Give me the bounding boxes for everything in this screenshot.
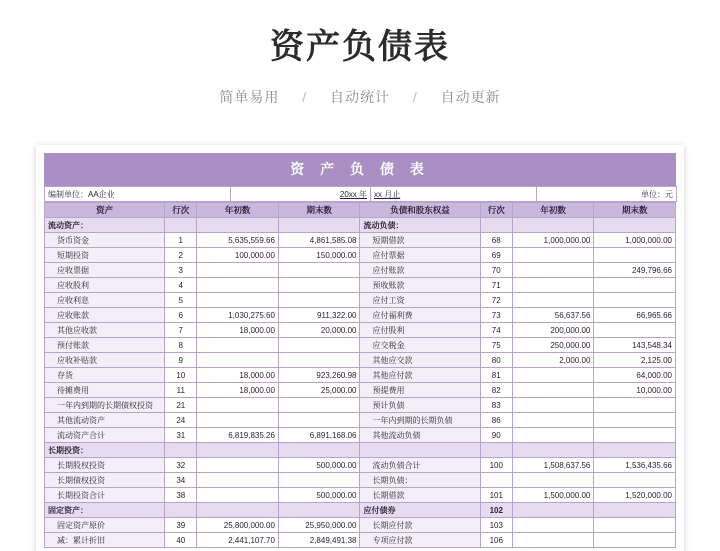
table-cell[interactable] <box>197 278 279 293</box>
table-cell[interactable] <box>594 293 676 308</box>
table-cell[interactable]: 106 <box>480 533 512 548</box>
table-cell[interactable]: 一年内到期的长期债权投资 <box>45 398 165 413</box>
table-cell[interactable]: 4 <box>165 278 197 293</box>
table-cell[interactable] <box>512 293 594 308</box>
table-cell[interactable]: 74 <box>480 323 512 338</box>
table-cell[interactable]: 56,637.56 <box>512 308 594 323</box>
table-cell[interactable] <box>197 443 279 458</box>
table-cell[interactable] <box>197 338 279 353</box>
table-cell[interactable]: 5,635,559.66 <box>197 233 279 248</box>
table-cell[interactable]: 7 <box>165 323 197 338</box>
table-cell[interactable] <box>512 428 594 443</box>
table-cell[interactable]: 1,520,000.00 <box>594 488 676 503</box>
table-cell[interactable]: 短期投资 <box>45 248 165 263</box>
table-cell[interactable]: 101 <box>480 488 512 503</box>
table-cell[interactable]: 68 <box>480 233 512 248</box>
table-cell[interactable]: 5 <box>165 293 197 308</box>
table-cell[interactable] <box>278 413 360 428</box>
table-cell[interactable] <box>594 398 676 413</box>
table-cell[interactable]: 应收股利 <box>45 278 165 293</box>
table-row[interactable] <box>45 443 676 458</box>
col-header-asset: 资产 <box>45 203 165 218</box>
table-row[interactable] <box>45 353 676 368</box>
table-cell[interactable]: 40 <box>165 533 197 548</box>
table-cell[interactable]: 存货 <box>45 368 165 383</box>
table-cell[interactable]: 长期应付款 <box>360 518 480 533</box>
table-cell[interactable] <box>278 278 360 293</box>
table-cell[interactable]: 66,965.66 <box>594 308 676 323</box>
table-cell[interactable]: 应收补贴款 <box>45 353 165 368</box>
table-row[interactable] <box>45 413 676 428</box>
meta-unit: 单位：元 <box>537 187 677 202</box>
table-cell[interactable] <box>594 503 676 518</box>
table-cell[interactable]: 流动资产： <box>45 218 165 233</box>
table-cell[interactable]: 预付账款 <box>45 338 165 353</box>
table-row[interactable] <box>45 233 676 248</box>
table-cell[interactable]: 其他应交款 <box>360 353 480 368</box>
table-cell[interactable] <box>197 263 279 278</box>
table-cell[interactable]: 32 <box>165 458 197 473</box>
table-cell[interactable]: 20,000.00 <box>278 323 360 338</box>
table-cell[interactable] <box>197 353 279 368</box>
table-cell[interactable]: 911,322.00 <box>278 308 360 323</box>
table-cell[interactable] <box>594 218 676 233</box>
table-cell[interactable]: 1,030,275.60 <box>197 308 279 323</box>
table-cell[interactable]: 100 <box>480 458 512 473</box>
table-cell[interactable]: 81 <box>480 368 512 383</box>
table-cell[interactable]: 500,000.00 <box>278 458 360 473</box>
table-row[interactable] <box>45 458 676 473</box>
table-cell[interactable]: 150,000.00 <box>278 248 360 263</box>
table-cell[interactable]: 6,819,835.26 <box>197 428 279 443</box>
table-cell[interactable]: 34 <box>165 473 197 488</box>
table-cell[interactable]: 39 <box>165 518 197 533</box>
table-cell[interactable]: 1,000,000.00 <box>512 233 594 248</box>
table-cell[interactable] <box>165 218 197 233</box>
table-cell[interactable]: 75 <box>480 338 512 353</box>
table-cell[interactable]: 2 <box>165 248 197 263</box>
table-cell[interactable]: 102 <box>480 503 512 518</box>
table-cell[interactable]: 1 <box>165 233 197 248</box>
table-cell[interactable] <box>594 518 676 533</box>
table-cell[interactable]: 83 <box>480 398 512 413</box>
table-cell[interactable] <box>594 428 676 443</box>
table-cell[interactable]: 25,000.00 <box>278 383 360 398</box>
meta-month: xx 月止 <box>371 187 537 202</box>
table-cell[interactable]: 3 <box>165 263 197 278</box>
col-header-end-2: 期末数 <box>594 203 676 218</box>
table-cell[interactable]: 500,000.00 <box>278 488 360 503</box>
table-cell[interactable]: 6,891,168.06 <box>278 428 360 443</box>
table-cell[interactable] <box>278 443 360 458</box>
table-cell[interactable] <box>197 293 279 308</box>
table-cell[interactable] <box>480 473 512 488</box>
meta-table <box>44 186 677 202</box>
table-cell[interactable]: 200,000.00 <box>512 323 594 338</box>
table-cell[interactable] <box>165 443 197 458</box>
table-row[interactable] <box>45 278 676 293</box>
table-cell[interactable] <box>278 218 360 233</box>
table-cell[interactable]: 固定资产： <box>45 503 165 518</box>
table-cell[interactable]: 6 <box>165 308 197 323</box>
table-cell[interactable] <box>512 368 594 383</box>
table-cell[interactable]: 1,500,000.00 <box>512 488 594 503</box>
table-row[interactable] <box>45 218 676 233</box>
table-cell[interactable] <box>594 443 676 458</box>
table-cell[interactable]: 其他应收款 <box>45 323 165 338</box>
table-row[interactable] <box>45 248 676 263</box>
hero-subtitle <box>0 87 720 107</box>
table-cell[interactable]: 143,548.34 <box>594 338 676 353</box>
table-cell[interactable] <box>278 263 360 278</box>
table-cell[interactable] <box>278 473 360 488</box>
table-cell[interactable]: 4,861,585.08 <box>278 233 360 248</box>
table-cell[interactable]: 预计负债 <box>360 398 480 413</box>
table-cell[interactable]: 长期借款 <box>360 488 480 503</box>
table-cell[interactable]: 72 <box>480 293 512 308</box>
table-cell[interactable] <box>278 338 360 353</box>
table-cell[interactable]: 250,000.00 <box>512 338 594 353</box>
table-header-row <box>45 203 676 218</box>
table-cell[interactable]: 249,796.66 <box>594 263 676 278</box>
table-cell[interactable] <box>278 353 360 368</box>
table-cell[interactable]: 25,950,000.00 <box>278 518 360 533</box>
table-row[interactable] <box>45 518 676 533</box>
table-row[interactable] <box>45 323 676 338</box>
table-cell[interactable] <box>197 488 279 503</box>
table-cell[interactable]: 2,849,491.38 <box>278 533 360 548</box>
table-cell[interactable]: 其他应付款 <box>360 368 480 383</box>
table-cell[interactable]: 减：累计折旧 <box>45 533 165 548</box>
table-cell[interactable]: 应收账款 <box>45 308 165 323</box>
table-row[interactable] <box>45 503 676 518</box>
table-cell[interactable] <box>197 218 279 233</box>
table-cell[interactable]: 9 <box>165 353 197 368</box>
table-cell[interactable] <box>512 398 594 413</box>
table-cell[interactable] <box>512 278 594 293</box>
table-cell[interactable]: 24 <box>165 413 197 428</box>
table-cell[interactable]: 预收账款 <box>360 278 480 293</box>
table-cell[interactable] <box>278 293 360 308</box>
table-cell[interactable]: 18,000.00 <box>197 323 279 338</box>
table-cell[interactable] <box>197 398 279 413</box>
table-cell[interactable] <box>512 518 594 533</box>
table-cell[interactable]: 一年内到期的长期负债 <box>360 413 480 428</box>
table-cell[interactable] <box>512 383 594 398</box>
table-cell[interactable]: 待摊费用 <box>45 383 165 398</box>
table-cell[interactable]: 10 <box>165 368 197 383</box>
page-title: 资产负债表 <box>270 28 450 66</box>
table-cell[interactable] <box>197 503 279 518</box>
table-cell[interactable]: 73 <box>480 308 512 323</box>
table-row[interactable] <box>45 398 676 413</box>
table-row[interactable] <box>45 383 676 398</box>
table-row[interactable] <box>45 263 676 278</box>
separator-1: / <box>302 88 308 105</box>
feature-label-1: 简单易用 <box>219 88 280 105</box>
table-cell[interactable] <box>594 248 676 263</box>
table-cell[interactable] <box>512 443 594 458</box>
table-cell[interactable]: 应付票据 <box>360 248 480 263</box>
col-header-end-1: 期末数 <box>278 203 360 218</box>
table-cell[interactable]: 长期投资： <box>45 443 165 458</box>
table-row[interactable] <box>45 473 676 488</box>
table-row[interactable] <box>45 428 676 443</box>
table-cell[interactable]: 80 <box>480 353 512 368</box>
table-cell[interactable]: 其他流动负债 <box>360 428 480 443</box>
table-cell[interactable]: 100,000.00 <box>197 248 279 263</box>
meta-preparer: 编制单位：AA企业 <box>45 187 231 202</box>
table-row[interactable] <box>45 308 676 323</box>
table-cell[interactable]: 其他流动资产 <box>45 413 165 428</box>
table-cell[interactable]: 70 <box>480 263 512 278</box>
table-cell[interactable] <box>165 503 197 518</box>
table-cell[interactable]: 2,000.00 <box>512 353 594 368</box>
table-cell[interactable]: 专项应付款 <box>360 533 480 548</box>
table-cell[interactable]: 应付账款 <box>360 263 480 278</box>
table-cell[interactable]: 流动资产合计 <box>45 428 165 443</box>
table-cell[interactable]: 82 <box>480 383 512 398</box>
table-cell[interactable] <box>594 533 676 548</box>
table-cell[interactable]: 2,125.00 <box>594 353 676 368</box>
table-cell[interactable] <box>594 473 676 488</box>
table-cell[interactable]: 8 <box>165 338 197 353</box>
table-row[interactable] <box>45 293 676 308</box>
table-cell[interactable] <box>278 503 360 518</box>
table-cell[interactable]: 69 <box>480 248 512 263</box>
separator-2: / <box>412 88 418 105</box>
table-cell[interactable]: 25,800,000.00 <box>197 518 279 533</box>
table-cell[interactable] <box>197 458 279 473</box>
hero-header <box>0 0 720 107</box>
table-cell[interactable] <box>512 473 594 488</box>
table-cell[interactable]: 长期投资合计 <box>45 488 165 503</box>
table-cell[interactable]: 短期借款 <box>360 233 480 248</box>
table-cell[interactable] <box>512 413 594 428</box>
table-cell[interactable]: 应付福利费 <box>360 308 480 323</box>
table-cell[interactable]: 固定资产原价 <box>45 518 165 533</box>
table-cell[interactable] <box>512 533 594 548</box>
table-cell[interactable] <box>594 323 676 338</box>
table-cell[interactable]: 应付股利 <box>360 323 480 338</box>
table-cell[interactable]: 预提费用 <box>360 383 480 398</box>
table-cell[interactable] <box>512 218 594 233</box>
col-header-line-2: 行次 <box>480 203 512 218</box>
table-body <box>45 218 676 548</box>
table-cell[interactable] <box>512 503 594 518</box>
table-cell[interactable]: 38 <box>165 488 197 503</box>
table-cell[interactable]: 1,000,000.00 <box>594 233 676 248</box>
table-cell[interactable]: 应付工资 <box>360 293 480 308</box>
table-cell[interactable]: 流动负债： <box>360 218 480 233</box>
table-cell[interactable] <box>197 413 279 428</box>
table-row[interactable] <box>45 533 676 548</box>
table-cell[interactable]: 长期股权投资 <box>45 458 165 473</box>
table-cell[interactable]: 货币资金 <box>45 233 165 248</box>
table-cell[interactable]: 长期债权投资 <box>45 473 165 488</box>
table-cell[interactable]: 21 <box>165 398 197 413</box>
table-row[interactable] <box>45 488 676 503</box>
table-cell[interactable]: 应收票据 <box>45 263 165 278</box>
col-header-begin-1: 年初数 <box>197 203 279 218</box>
table-cell[interactable]: 应收利息 <box>45 293 165 308</box>
balance-sheet-table <box>44 202 676 548</box>
table-cell[interactable] <box>278 398 360 413</box>
table-cell[interactable] <box>594 278 676 293</box>
col-header-line-1: 行次 <box>165 203 197 218</box>
feature-label-2: 自动统计 <box>330 88 390 105</box>
table-cell[interactable] <box>360 443 480 458</box>
table-cell[interactable] <box>512 263 594 278</box>
table-cell[interactable]: 18,000.00 <box>197 383 279 398</box>
table-cell[interactable]: 1,508,637.56 <box>512 458 594 473</box>
table-row[interactable] <box>45 368 676 383</box>
table-cell[interactable]: 1,536,435.66 <box>594 458 676 473</box>
table-cell[interactable]: 923,260.98 <box>278 368 360 383</box>
col-header-begin-2: 年初数 <box>512 203 594 218</box>
meta-year: 20xx 年 <box>231 187 371 202</box>
table-cell[interactable]: 流动负债合计 <box>360 458 480 473</box>
table-cell[interactable]: 11 <box>165 383 197 398</box>
table-cell[interactable]: 86 <box>480 413 512 428</box>
table-cell[interactable]: 90 <box>480 428 512 443</box>
table-cell[interactable]: 2,441,107.70 <box>197 533 279 548</box>
table-cell[interactable]: 31 <box>165 428 197 443</box>
table-cell[interactable] <box>480 218 512 233</box>
spreadsheet-card <box>36 145 684 551</box>
table-cell[interactable] <box>197 473 279 488</box>
table-cell[interactable]: 18,000.00 <box>197 368 279 383</box>
table-cell[interactable] <box>480 443 512 458</box>
table-cell[interactable] <box>512 248 594 263</box>
table-cell[interactable]: 64,000.00 <box>594 368 676 383</box>
table-cell[interactable] <box>594 413 676 428</box>
table-cell[interactable]: 10,000.00 <box>594 383 676 398</box>
table-cell[interactable]: 长期负债： <box>360 473 480 488</box>
sheet-title: 资 产 负 债 表 <box>44 153 676 186</box>
table-cell[interactable]: 103 <box>480 518 512 533</box>
col-header-liability: 负债和股东权益 <box>360 203 480 218</box>
feature-label-3: 自动更新 <box>440 88 501 105</box>
table-cell[interactable]: 应交税金 <box>360 338 480 353</box>
table-cell[interactable]: 应付债券 <box>360 503 480 518</box>
table-cell[interactable]: 71 <box>480 278 512 293</box>
table-row[interactable] <box>45 338 676 353</box>
